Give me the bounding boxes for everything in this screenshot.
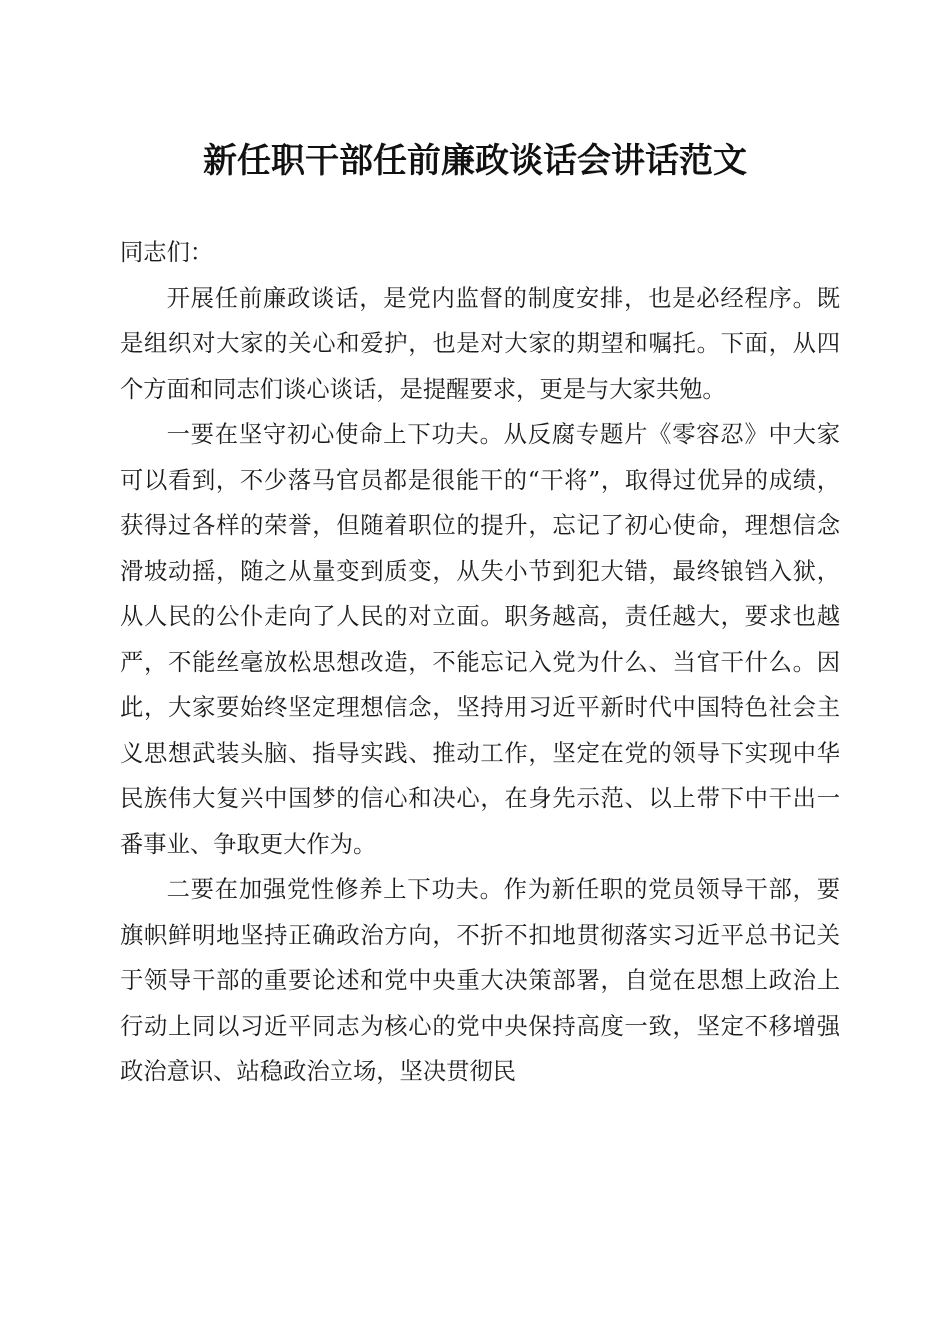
document-body bbox=[120, 230, 840, 1095]
paragraph-point-two: 二要在加强党性修养上下功夫。作为新任职的党员领导干部，要旗帜鲜明地坚持正确政治方向，不折不扣地贯彻落实习近平总书记关于领导干部的重要论述和党中央重大决策部署，自觉在思想上政治上行动上同以习近平同志为核心的党中央保持高度一致，坚定不移增强政治意识、站稳政治立场，坚决贯彻民 bbox=[120, 876, 840, 1085]
paragraph-intro: 开展任前廉政谈话，是党内监督的制度安排，也是必经程序。既是组织对大家的关心和爱护，也是对大家的期望和嘱托。下面，从四个方面和同志们谈心谈话，是提醒要求，更是与大家共勉。 bbox=[120, 284, 840, 403]
document-title: 新任职干部任前廉政谈话会讲话范文 bbox=[203, 141, 747, 181]
salutation: 同志们： bbox=[120, 239, 214, 266]
paragraph-point-one: 一要在坚守初心使命上下功夫。从反腐专题片《零容忍》中大家可以看到，不少落马官员都是很能干的“干将”，取得过优异的成绩，获得过各样的荣誉，但随着职位的提升，忘记了初心使命，理想信念滑坡动摇，随之从量变到质变，从失小节到犯大错，最终锒铛入狱，从人民的公仆走向了人民的对立面。职务越高，责任越大，要求也越严，不能丝毫放松思想改造，不能忘记入党为什么、当官干什么。因此，大家要始终坚定理想信念，坚持用习近平新时代中国特色社会主义思想武装头脑、指导实践、推动工作，坚定在党的领导下实现中华民族伟大复兴中国梦的信心和决心，在身先示范、以上带下中干出一番事业、争取更大作为。 bbox=[120, 421, 840, 858]
